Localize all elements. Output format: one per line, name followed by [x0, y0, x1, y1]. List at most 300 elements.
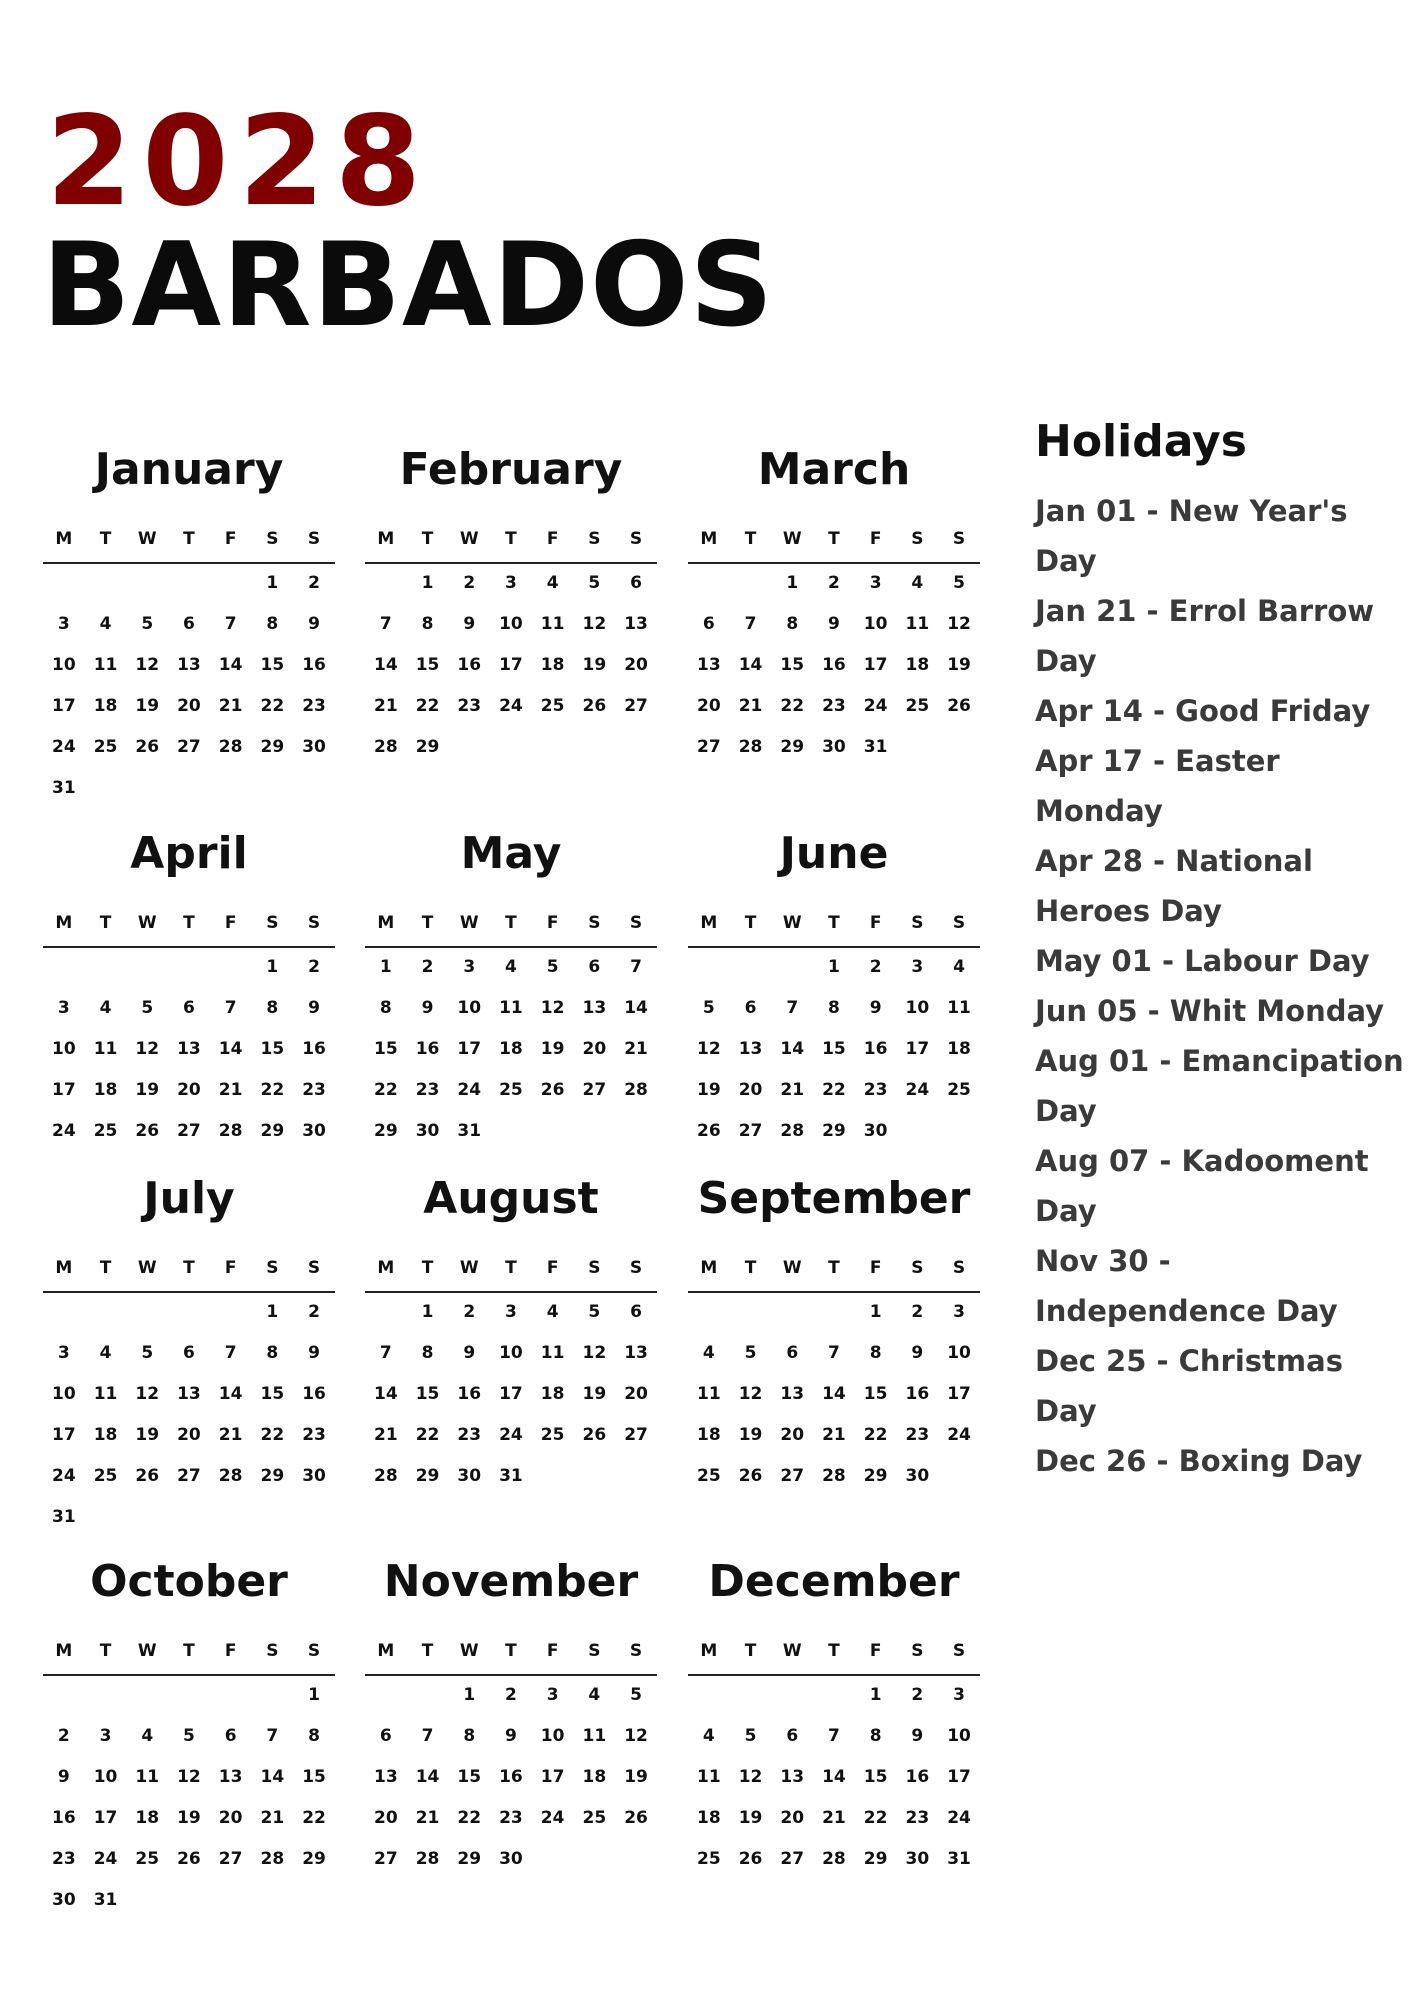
- weekday-label: F: [869, 529, 882, 549]
- day-cell: 2: [308, 957, 320, 977]
- day-cell: 6: [224, 1726, 237, 1746]
- day-cell: 9: [911, 1343, 924, 1363]
- day-cell: 1: [266, 1302, 279, 1322]
- day-cell: 8: [308, 1726, 320, 1746]
- holidays-panel: [1035, 416, 1405, 1486]
- day-cell: 13: [374, 1767, 398, 1787]
- day-cell: 31: [52, 1507, 76, 1527]
- day-cell: 7: [828, 1726, 840, 1746]
- month-name: January: [94, 444, 284, 495]
- day-cell: 13: [624, 614, 648, 634]
- day-cell: 6: [630, 573, 642, 593]
- day-cell: 17: [540, 1767, 565, 1787]
- day-cell: 5: [141, 998, 154, 1018]
- day-cell: 11: [947, 998, 971, 1018]
- day-cell: 21: [822, 1425, 846, 1445]
- weekday-label: S: [911, 529, 924, 549]
- day-cell: 14: [374, 655, 398, 675]
- day-cell: 29: [415, 1466, 440, 1486]
- day-cell: 3: [505, 1302, 517, 1322]
- weekday-header: [688, 1257, 980, 1293]
- day-cell: 16: [52, 1808, 76, 1828]
- day-cell: 19: [738, 1425, 763, 1445]
- day-cell: 26: [624, 1808, 648, 1828]
- weekday-label: T: [183, 1258, 195, 1278]
- day-cell: 26: [177, 1849, 201, 1869]
- day-cell: 30: [302, 1121, 326, 1141]
- day-cell: 20: [582, 1039, 607, 1059]
- day-cell: 11: [135, 1767, 160, 1787]
- day-cell: 23: [302, 696, 326, 716]
- day-cell: 24: [499, 1425, 523, 1445]
- day-cell: 29: [780, 737, 805, 757]
- weekday-label: W: [137, 913, 157, 933]
- day-cell: 28: [624, 1080, 648, 1100]
- day-cell: 27: [177, 737, 201, 757]
- weekday-label: T: [828, 1258, 840, 1278]
- day-cell: 2: [463, 1302, 476, 1322]
- day-cell: 30: [905, 1466, 930, 1486]
- day-cell: 11: [93, 655, 118, 675]
- calendar-country: BARBADOS: [42, 218, 775, 353]
- weekday-label: T: [421, 913, 434, 933]
- day-cell: 5: [953, 573, 965, 593]
- day-cell: 3: [99, 1726, 112, 1746]
- day-cell: 13: [738, 1039, 763, 1059]
- day-cell: 24: [457, 1080, 482, 1100]
- day-cell: 22: [780, 696, 805, 716]
- day-cell: 25: [93, 737, 118, 757]
- day-cell: 5: [141, 1343, 154, 1363]
- day-cell: 6: [744, 998, 757, 1018]
- day-cell: 30: [52, 1890, 76, 1910]
- day-cell: 30: [863, 1121, 888, 1141]
- weekday-label: T: [421, 1641, 434, 1661]
- weekday-label: S: [911, 1641, 924, 1661]
- day-cell: 8: [266, 614, 279, 634]
- day-cell: 20: [218, 1808, 243, 1828]
- day-cell: 1: [463, 1685, 476, 1705]
- day-cell: 16: [457, 655, 482, 675]
- weekday-label: W: [137, 1641, 157, 1661]
- weekday-label: T: [183, 913, 195, 933]
- day-cell: 28: [374, 1466, 398, 1486]
- day-cell: 5: [588, 1302, 601, 1322]
- weekday-label: T: [828, 529, 840, 549]
- day-cell: 21: [780, 1080, 805, 1100]
- day-cell: 4: [99, 998, 112, 1018]
- day-cell: 18: [93, 696, 118, 716]
- weekday-label: T: [744, 1258, 757, 1278]
- day-cell: 25: [947, 1080, 971, 1100]
- day-cell: 22: [374, 1080, 398, 1100]
- day-cell: 27: [780, 1849, 805, 1869]
- weekday-label: F: [546, 1641, 559, 1661]
- day-cell: 6: [786, 1726, 799, 1746]
- day-cell: 14: [218, 655, 243, 675]
- weekday-header: [43, 1257, 335, 1293]
- weekday-label: M: [55, 529, 73, 549]
- day-cell: 23: [822, 696, 846, 716]
- weekday-label: S: [307, 1641, 321, 1661]
- day-cell: 16: [905, 1384, 930, 1404]
- weekday-header: [365, 528, 657, 564]
- day-cell: 26: [697, 1121, 721, 1141]
- day-cell: 10: [52, 1039, 76, 1059]
- day-cell: 3: [57, 998, 70, 1018]
- day-cell: 28: [260, 1849, 285, 1869]
- day-cell: 9: [57, 1767, 70, 1787]
- day-cell: 13: [780, 1767, 805, 1787]
- day-cell: 4: [141, 1726, 154, 1746]
- weekday-label: S: [588, 529, 601, 549]
- month-name: December: [708, 1556, 960, 1607]
- day-cell: 14: [260, 1767, 285, 1787]
- day-cell: 27: [177, 1121, 201, 1141]
- day-cell: 21: [624, 1039, 648, 1059]
- day-cell: 20: [624, 1384, 648, 1404]
- weekday-label: S: [588, 1258, 601, 1278]
- day-cell: 16: [499, 1767, 523, 1787]
- weekday-label: T: [828, 1641, 840, 1661]
- day-cell: 15: [374, 1039, 398, 1059]
- day-cell: 2: [911, 1685, 924, 1705]
- holiday-item: Jun 05 - Whit Monday: [1035, 994, 1385, 1028]
- weekday-label: T: [99, 1641, 112, 1661]
- day-cell: 14: [624, 998, 648, 1018]
- weekday-header: [365, 1257, 657, 1293]
- weekday-header: [43, 912, 335, 948]
- day-cell: 21: [218, 696, 243, 716]
- day-cell: 17: [863, 655, 888, 675]
- day-cell: 18: [582, 1767, 607, 1787]
- day-cell: 14: [738, 655, 763, 675]
- day-cell: 8: [266, 1343, 279, 1363]
- weekday-label: S: [266, 1258, 279, 1278]
- day-cell: 27: [780, 1466, 805, 1486]
- day-cell: 12: [582, 1343, 607, 1363]
- weekday-label: F: [869, 1641, 882, 1661]
- day-cell: 5: [588, 573, 601, 593]
- day-cell: 3: [546, 1685, 559, 1705]
- weekday-label: T: [744, 529, 757, 549]
- day-cell: 28: [738, 737, 763, 757]
- weekday-label: S: [911, 1258, 924, 1278]
- day-cell: 27: [624, 696, 648, 716]
- day-cell: 23: [302, 1080, 326, 1100]
- month-name: November: [383, 1556, 639, 1607]
- day-cell: 10: [457, 998, 482, 1018]
- day-cell: 17: [905, 1039, 930, 1059]
- day-cell: 26: [738, 1849, 763, 1869]
- holiday-item: Aug 01 - Emancipation Day: [1035, 1044, 1404, 1128]
- day-cell: 21: [218, 1080, 243, 1100]
- day-cell: 8: [828, 998, 840, 1018]
- day-cell: 29: [260, 1466, 285, 1486]
- day-cell: 11: [93, 1039, 118, 1059]
- day-cell: 29: [863, 1849, 888, 1869]
- weekday-label: S: [307, 529, 321, 549]
- day-cell: 17: [93, 1808, 118, 1828]
- day-cell: 25: [905, 696, 930, 716]
- day-cell: 6: [786, 1343, 799, 1363]
- day-cell: 10: [863, 614, 888, 634]
- day-cell: 13: [582, 998, 607, 1018]
- day-cell: 7: [744, 614, 757, 634]
- weekday-label: S: [952, 1258, 966, 1278]
- month-name: March: [757, 444, 911, 495]
- day-cell: 12: [582, 614, 607, 634]
- day-cell: 29: [863, 1466, 888, 1486]
- day-cell: 26: [135, 1121, 160, 1141]
- weekday-label: S: [952, 913, 966, 933]
- weekday-label: S: [266, 1641, 279, 1661]
- day-cell: 10: [499, 1343, 523, 1363]
- weekday-label: T: [99, 913, 112, 933]
- day-cell: 19: [540, 1039, 565, 1059]
- day-cell: 3: [869, 573, 882, 593]
- day-cell: 30: [905, 1849, 930, 1869]
- day-cell: 10: [52, 1384, 76, 1404]
- weekday-label: W: [782, 1641, 802, 1661]
- weekday-label: S: [952, 529, 966, 549]
- day-cell: 31: [52, 778, 76, 798]
- day-cell: 16: [905, 1767, 930, 1787]
- day-cell: 26: [738, 1466, 763, 1486]
- day-cell: 14: [822, 1767, 846, 1787]
- day-cell: 24: [52, 737, 76, 757]
- day-cell: 17: [499, 1384, 523, 1404]
- day-cell: 30: [499, 1849, 523, 1869]
- weekday-label: S: [588, 913, 601, 933]
- day-cell: 19: [582, 1384, 607, 1404]
- day-cell: 25: [582, 1808, 607, 1828]
- day-cell: 18: [93, 1425, 118, 1445]
- day-cell: 27: [738, 1121, 763, 1141]
- day-cell: 11: [540, 1343, 565, 1363]
- day-cell: 5: [630, 1685, 642, 1705]
- day-cell: 8: [786, 614, 799, 634]
- day-cell: 7: [630, 957, 642, 977]
- weekday-label: T: [421, 529, 434, 549]
- day-cell: 25: [697, 1466, 721, 1486]
- day-cell: 4: [702, 1726, 715, 1746]
- day-cell: 25: [93, 1466, 118, 1486]
- day-cell: 9: [828, 614, 840, 634]
- day-cell: 25: [135, 1849, 160, 1869]
- day-cell: 7: [421, 1726, 434, 1746]
- day-cell: 26: [135, 737, 160, 757]
- day-cell: 4: [702, 1343, 715, 1363]
- day-cell: 4: [99, 1343, 112, 1363]
- day-cell: 25: [697, 1849, 721, 1869]
- day-cell: 26: [947, 696, 971, 716]
- day-cell: 12: [135, 1384, 160, 1404]
- day-cell: 16: [302, 1039, 326, 1059]
- weekday-header: [365, 912, 657, 948]
- day-cell: 18: [499, 1039, 523, 1059]
- day-cell: 9: [308, 1343, 320, 1363]
- day-cell: 21: [822, 1808, 846, 1828]
- weekday-label: T: [828, 913, 840, 933]
- weekday-label: F: [869, 1258, 882, 1278]
- day-cell: 3: [953, 1302, 965, 1322]
- day-cell: 5: [141, 614, 154, 634]
- day-cell: 21: [415, 1808, 440, 1828]
- day-cell: 2: [463, 573, 476, 593]
- day-cell: 29: [415, 737, 440, 757]
- day-cell: 28: [415, 1849, 440, 1869]
- day-cell: 25: [499, 1080, 523, 1100]
- day-cell: 23: [457, 696, 482, 716]
- day-cell: 10: [947, 1726, 971, 1746]
- day-cell: 18: [540, 1384, 565, 1404]
- day-cell: 9: [911, 1726, 924, 1746]
- day-cell: 12: [697, 1039, 721, 1059]
- day-cell: 4: [911, 573, 924, 593]
- day-cell: 30: [302, 1466, 326, 1486]
- day-cell: 6: [183, 614, 195, 634]
- day-cell: 7: [266, 1726, 279, 1746]
- day-cell: 27: [374, 1849, 398, 1869]
- day-cell: 9: [463, 1343, 476, 1363]
- day-cell: 18: [697, 1425, 721, 1445]
- day-cell: 23: [415, 1080, 440, 1100]
- day-cell: 6: [630, 1302, 642, 1322]
- month-name: August: [423, 1173, 599, 1224]
- day-cell: 22: [415, 1425, 440, 1445]
- weekday-label: F: [224, 1641, 237, 1661]
- day-cell: 5: [546, 957, 559, 977]
- weekday-label: F: [224, 913, 237, 933]
- day-cell: 23: [905, 1808, 930, 1828]
- day-cell: 3: [911, 957, 924, 977]
- day-cell: 17: [457, 1039, 482, 1059]
- weekday-label: T: [99, 1258, 112, 1278]
- day-cell: 22: [822, 1080, 846, 1100]
- day-cell: 26: [582, 1425, 607, 1445]
- day-cell: 14: [415, 1767, 440, 1787]
- day-cell: 5: [183, 1726, 195, 1746]
- month-name: May: [460, 828, 562, 879]
- day-cell: 22: [260, 1080, 285, 1100]
- weekday-label: S: [911, 913, 924, 933]
- day-cell: 27: [218, 1849, 243, 1869]
- day-cell: 2: [505, 1685, 517, 1705]
- day-cell: 15: [260, 1384, 285, 1404]
- weekday-label: T: [505, 529, 517, 549]
- day-cell: 6: [588, 957, 601, 977]
- day-cell: 19: [177, 1808, 201, 1828]
- day-cell: 4: [546, 1302, 559, 1322]
- day-cell: 26: [135, 1466, 160, 1486]
- day-cell: 24: [947, 1425, 971, 1445]
- weekday-label: W: [459, 913, 479, 933]
- day-cell: 23: [302, 1425, 326, 1445]
- weekday-label: S: [266, 913, 279, 933]
- day-cell: 1: [786, 573, 799, 593]
- day-cell: 24: [863, 696, 888, 716]
- holiday-item: Apr 14 - Good Friday: [1035, 694, 1371, 728]
- weekday-label: T: [183, 529, 195, 549]
- day-cell: 11: [582, 1726, 607, 1746]
- weekday-label: W: [782, 529, 802, 549]
- weekday-label: S: [266, 529, 279, 549]
- day-cell: 1: [421, 1302, 434, 1322]
- day-cell: 5: [702, 998, 715, 1018]
- day-cell: 25: [93, 1121, 118, 1141]
- holiday-item: Apr 28 - National Heroes Day: [1035, 844, 1313, 928]
- day-cell: 7: [224, 1343, 237, 1363]
- calendar-year: 2028: [46, 90, 432, 234]
- day-cell: 15: [260, 655, 285, 675]
- day-cell: 9: [421, 998, 434, 1018]
- holiday-item: Jan 01 - New Year's Day: [1035, 494, 1348, 578]
- day-cell: 22: [457, 1808, 482, 1828]
- holiday-item: May 01 - Labour Day: [1035, 944, 1370, 978]
- day-cell: 31: [499, 1466, 523, 1486]
- day-cell: 30: [302, 737, 326, 757]
- day-cell: 9: [869, 998, 882, 1018]
- day-cell: 24: [52, 1466, 76, 1486]
- day-cell: 11: [905, 614, 930, 634]
- day-cell: 2: [308, 573, 320, 593]
- day-cell: 24: [905, 1080, 930, 1100]
- day-cell: 11: [93, 1384, 118, 1404]
- day-cell: 31: [947, 1849, 971, 1869]
- day-cell: 12: [135, 1039, 160, 1059]
- day-cell: 18: [135, 1808, 160, 1828]
- day-cell: 28: [822, 1466, 846, 1486]
- day-cell: 8: [869, 1343, 882, 1363]
- day-cell: 17: [52, 1080, 76, 1100]
- day-cell: 29: [822, 1121, 846, 1141]
- weekday-label: M: [700, 1258, 718, 1278]
- weekday-header: [688, 1640, 980, 1676]
- weekday-label: W: [782, 1258, 802, 1278]
- day-cell: 22: [260, 696, 285, 716]
- weekday-label: W: [137, 1258, 157, 1278]
- day-cell: 13: [624, 1343, 648, 1363]
- day-cell: 24: [52, 1121, 76, 1141]
- day-cell: 8: [266, 998, 279, 1018]
- day-cell: 12: [624, 1726, 648, 1746]
- weekday-label: T: [183, 1641, 195, 1661]
- day-cell: 1: [421, 573, 434, 593]
- holiday-item: Apr 17 - Easter Monday: [1035, 744, 1280, 828]
- weekday-label: T: [505, 913, 517, 933]
- day-cell: 8: [421, 614, 434, 634]
- holiday-item: Aug 07 - Kadooment Day: [1035, 1144, 1369, 1228]
- weekday-label: W: [782, 913, 802, 933]
- weekday-label: W: [459, 529, 479, 549]
- day-cell: 15: [780, 655, 805, 675]
- day-cell: 22: [863, 1808, 888, 1828]
- day-cell: 28: [822, 1849, 846, 1869]
- weekday-label: M: [700, 529, 718, 549]
- day-cell: 17: [499, 655, 523, 675]
- day-cell: 14: [780, 1039, 805, 1059]
- weekday-label: T: [421, 1258, 434, 1278]
- day-cell: 14: [374, 1384, 398, 1404]
- day-cell: 10: [93, 1767, 118, 1787]
- day-cell: 29: [260, 737, 285, 757]
- day-cell: 15: [822, 1039, 846, 1059]
- day-cell: 6: [183, 998, 195, 1018]
- day-cell: 15: [302, 1767, 326, 1787]
- day-cell: 10: [499, 614, 523, 634]
- day-cell: 30: [415, 1121, 440, 1141]
